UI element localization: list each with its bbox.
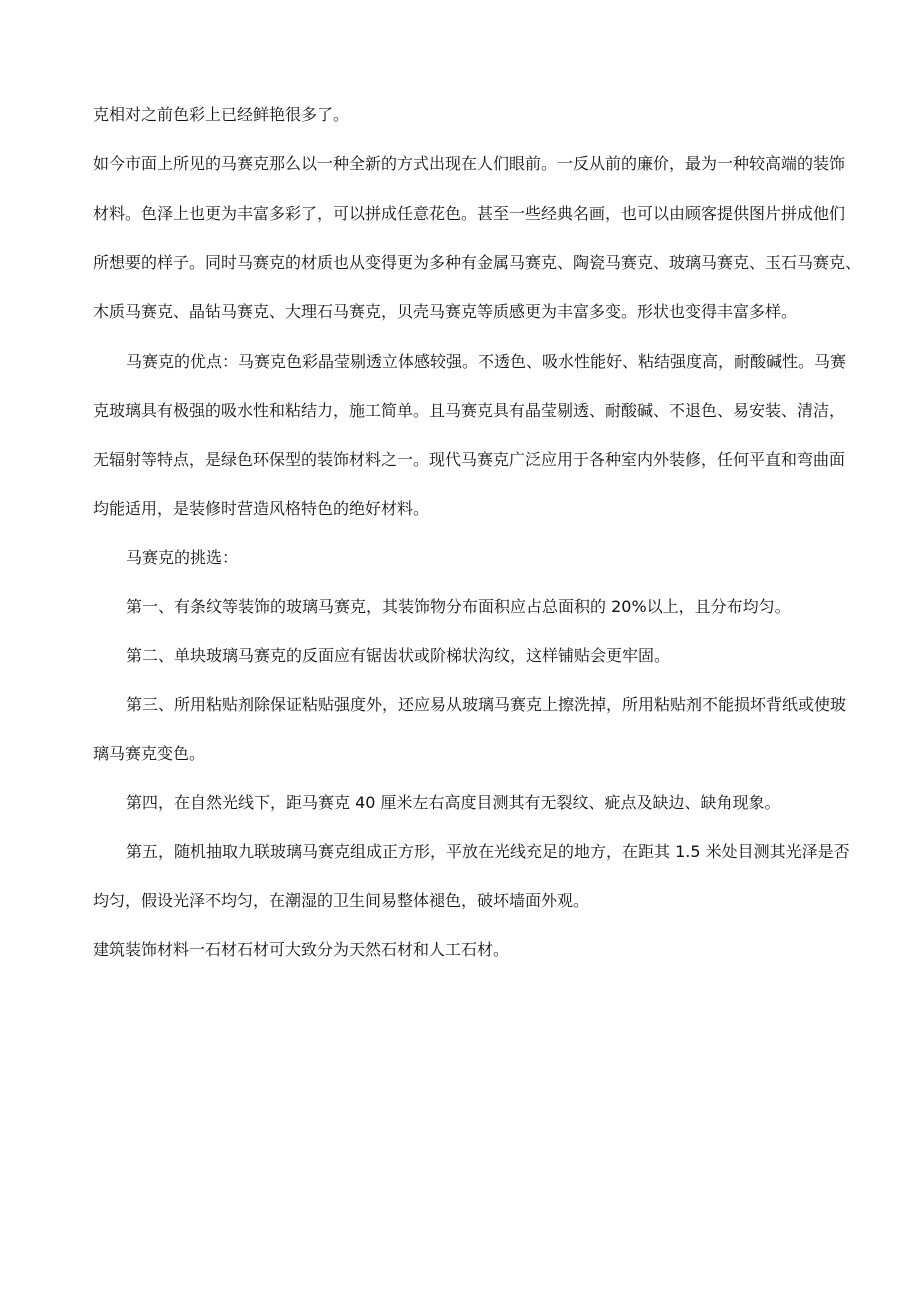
- text-line-7: 克玻璃具有极强的吸水性和粘结力，施工简单。且马赛克具有晶莹剔透、耐酸碱、不退色、易安装、清洁，: [93, 401, 846, 420]
- text-line-3: 材料。色泽上也更为丰富多彩了，可以拼成任意花色。甚至一些经典名画，也可以由顾客提供图片拼成他们: [93, 204, 846, 223]
- text-line-1: 克相对之前色彩上已经鲜艳很多了。: [93, 105, 350, 124]
- text-line-6: 马赛克的优点：马赛克色彩晶莹剔透立体感较强。不透色、吸水性能好、粘结强度高，耐酸碱性。马赛: [126, 352, 847, 371]
- text-line-12: 第二、单块玻璃马赛克的反面应有锯齿状或阶梯状沟纹，这样铺贴会更牢固。: [126, 646, 671, 665]
- text-line-5: 木质马赛克、晶钻马赛克、大理石马赛克，贝壳马赛克等质感更为丰富多变。形状也变得丰富多样。: [93, 302, 798, 321]
- text-line-2: 如今市面上所见的马赛克那么以一种全新的方式出现在人们眼前。一反从前的廉价，最为一种较高端的装饰: [93, 154, 846, 173]
- text-line-11: 第一、有条纹等装饰的玻璃马赛克，其装饰物分布面积应占总面积的 20%以上，且分布均匀。: [126, 597, 791, 616]
- text-line-13: 第三、所用粘贴剂除保证粘贴强度外，还应易从玻璃马赛克上擦洗掉，所用粘贴剂不能损坏背纸或使玻: [126, 695, 847, 714]
- text-line-15: 第四，在自然光线下，距马赛克 40 厘米左右高度目测其有无裂纹、疵点及缺边、缺角现象。: [126, 793, 781, 812]
- text-line-14: 璃马赛克变色。: [93, 744, 206, 763]
- text-line-10: 马赛克的挑选：: [126, 548, 239, 567]
- text-line-8: 无辐射等特点，是绿色环保型的装饰材料之一。现代马赛克广泛应用于各种室内外装修，任何平直和弯曲面: [93, 450, 846, 469]
- text-line-17: 均匀，假设光泽不均匀，在潮湿的卫生间易整体褪色，破坏墙面外观。: [93, 891, 590, 910]
- text-line-18: 建筑装饰材料一石材石材可大致分为天然石材和人工石材。: [93, 940, 510, 959]
- text-line-4: 所想要的样子。同时马赛克的材质也从变得更为多种有金属马赛克、陶瓷马赛克、玻璃马赛克、玉石马赛克、: [93, 253, 862, 272]
- text-line-9: 均能适用，是装修时营造风格特色的绝好材料。: [93, 499, 430, 518]
- text-line-16: 第五，随机抽取九联玻璃马赛克组成正方形，平放在光线充足的地方，在距其 1.5 米处目测其光泽是否: [126, 842, 850, 861]
